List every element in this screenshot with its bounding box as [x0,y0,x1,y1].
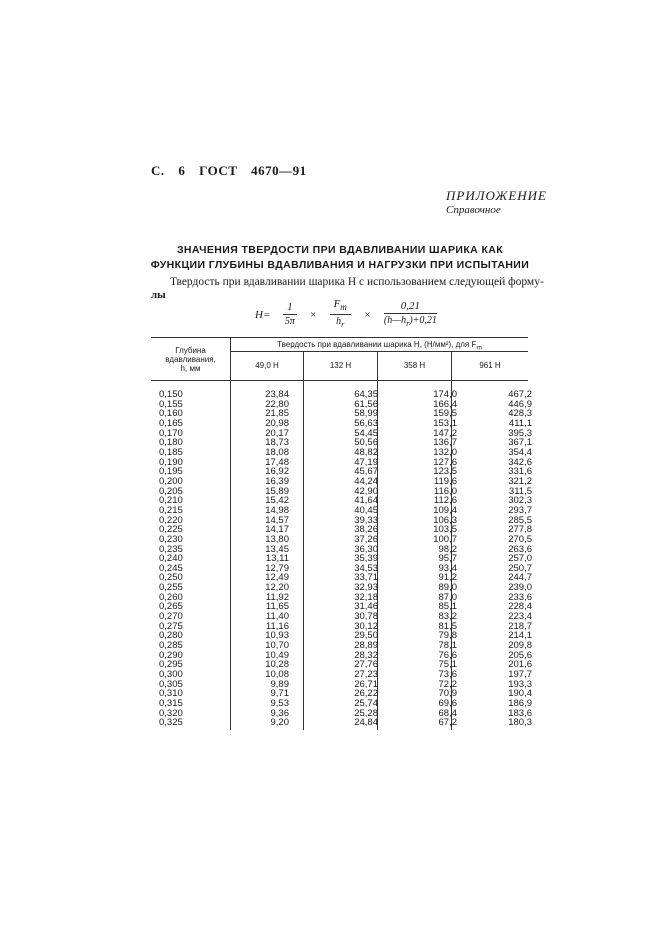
fraction-1 [283,300,297,329]
hardness-cell: 112,6 [433,495,457,507]
hardness-cell: 11,40 [265,611,289,623]
document-title [145,243,535,273]
table-row [151,496,532,506]
hardness-cell: 89,0 [438,582,457,594]
depth-cell: 0,160 [159,408,183,420]
depth-cell: 0,290 [159,649,183,661]
hardness-cell: 20,17 [265,427,289,439]
hardness-cell: 223,4 [508,611,532,623]
hardness-cell: 34,53 [354,562,378,574]
hardness-cell: 28,89 [354,640,378,652]
standard-label: ГОСТ [199,163,238,178]
table-row [151,593,532,603]
hardness-cell: 40,45 [354,504,378,516]
depth-cell: 0,205 [159,485,183,497]
hardness-cell: 25,28 [354,707,378,719]
table-row [151,487,532,497]
page-header [151,163,317,179]
depth-cell: 0,240 [159,553,183,565]
fraction-3 [384,299,437,331]
table-row [151,564,532,574]
hardness-cell: 28,32 [354,649,378,661]
fraction-3-num: 0,21 [384,299,437,314]
depth-cell: 0,245 [159,562,183,574]
row-header-line-3: h, мм [180,364,201,373]
table-row [151,429,532,439]
depth-cell: 0,220 [159,514,183,526]
hardness-cell: 446,9 [508,398,532,410]
hardness-cell: 103,5 [433,524,457,536]
table-row [151,477,532,487]
depth-cell: 0,265 [159,601,183,613]
table-row [151,602,532,612]
hardness-cell: 26,71 [354,678,378,690]
standard-number: 4670—91 [251,163,307,178]
hardness-cell: 27,76 [354,659,378,671]
depth-cell: 0,185 [159,446,183,458]
hardness-cell: 87,0 [438,591,457,603]
table-row [151,660,532,670]
hardness-cell: 11,16 [265,620,289,632]
column-header-rule [151,380,528,381]
hardness-cell: 132,0 [433,446,457,458]
hardness-cell: 214,1 [508,630,532,642]
page-number: 6 [178,163,186,178]
hardness-cell: 9,89 [270,678,289,690]
hardness-cell: 106,3 [433,514,457,526]
times-sign-1: × [309,308,317,321]
table-row [151,699,532,709]
hardness-cell: 18,73 [265,437,289,449]
hardness-cell: 228,4 [508,601,532,613]
depth-cell: 0,225 [159,524,183,536]
hardness-cell: 45,67 [354,466,378,478]
depth-cell: 0,270 [159,611,183,623]
hardness-cell: 20,98 [265,417,289,429]
depth-cell: 0,235 [159,543,183,555]
hardness-cell: 367,1 [508,437,532,449]
hardness-cell: 10,49 [265,649,289,661]
depth-cell: 0,280 [159,630,183,642]
appendix-label: ПРИЛОЖЕНИЕ [446,188,547,203]
hardness-cell: 24,84 [354,717,378,729]
hardness-table [151,390,532,728]
depth-cell: 0,315 [159,698,183,709]
hardness-cell: 13,45 [265,543,289,555]
page-label: С. [151,163,165,178]
hardness-cell: 411,1 [508,417,532,429]
hardness-cell: 354,4 [508,446,532,458]
hardness-cell: 39,33 [354,514,378,526]
fraction-3-den-tail: )+0,21 [409,314,437,326]
fraction-3-den [384,314,437,331]
depth-cell: 0,260 [159,591,183,603]
hardness-cell: 11,92 [265,591,289,603]
depth-cell: 0,310 [159,688,183,700]
hardness-cell: 61,56 [354,398,378,410]
hardness-cell: 15,89 [265,485,289,497]
table-row [151,631,532,641]
hardness-cell: 68,4 [438,707,457,719]
hardness-cell: 41,64 [354,495,378,507]
hardness-cell: 201,6 [508,659,532,671]
hardness-cell: 72,2 [438,678,457,690]
hardness-cell: 11,65 [265,601,289,613]
depth-cell: 0,165 [159,417,183,429]
fraction-2-num-sub: m [340,302,347,313]
hardness-cell: 35,39 [354,553,378,565]
hardness-cell: 467,2 [508,389,532,400]
depth-cell: 0,170 [159,427,183,439]
hardness-cell: 76,6 [438,649,457,661]
hardness-cell: 197,7 [508,669,532,681]
hardness-formula [249,297,441,329]
depth-cell: 0,200 [159,475,183,487]
hardness-cell: 22,80 [265,398,289,410]
title-line-2: ФУНКЦИИ ГЛУБИНЫ ВДАВЛИВАНИЯ И НАГРУЗКИ ПРИ ИСПЫТАНИИ [150,259,530,271]
hardness-cell: 13,80 [265,533,289,545]
depth-cell: 0,325 [159,717,183,729]
column-header-4: 961 Н [479,361,501,370]
hardness-cell: 186,9 [508,698,532,709]
group-header [231,340,528,352]
hardness-cell: 10,28 [265,659,289,671]
hardness-cell: 27,23 [354,669,378,681]
hardness-cell: 32,93 [354,582,378,594]
hardness-cell: 70,9 [438,688,457,700]
hardness-cell: 9,71 [270,688,289,700]
hardness-cell: 75,1 [438,659,457,671]
hardness-cell: 10,70 [265,640,289,652]
hardness-cell: 36,30 [354,543,378,555]
hardness-cell: 250,7 [508,562,532,574]
hardness-cell: 193,3 [508,678,532,690]
depth-cell: 0,300 [159,669,183,681]
formula-lhs: H= [255,308,271,321]
appendix-type: Справочное [446,204,501,216]
hardness-cell: 13,11 [265,553,289,565]
hardness-cell: 85,1 [438,601,457,613]
times-sign-2: × [363,308,372,321]
hardness-cell: 136,7 [433,437,457,449]
hardness-cell: 67,2 [438,717,457,729]
table-row [151,583,532,593]
fraction-3-den-sub: r [406,318,410,328]
hardness-cell: 233,6 [508,591,532,603]
hardness-cell: 23,84 [265,389,289,400]
depth-cell: 0,190 [159,456,183,468]
hardness-cell: 9,20 [270,717,289,729]
hardness-cell: 159,5 [433,408,457,420]
depth-cell: 0,180 [159,437,183,449]
hardness-cell: 239,0 [508,582,532,594]
hardness-cell: 15,42 [265,495,289,507]
hardness-cell: 14,57 [265,514,289,526]
hardness-cell: 95,7 [438,553,457,565]
hardness-cell: 311,5 [508,485,532,497]
table-row [151,718,532,728]
depth-cell: 0,285 [159,640,183,652]
hardness-cell: 64,35 [354,389,378,400]
table-top-rule [151,337,528,338]
fraction-1-num: 1 [283,300,297,315]
hardness-cell: 277,8 [508,524,532,536]
hardness-cell: 81,5 [438,620,457,632]
hardness-cell: 18,08 [265,446,289,458]
hardness-cell: 21,85 [265,408,289,420]
table-row [151,641,532,651]
hardness-cell: 293,7 [508,504,532,516]
hardness-cell: 30,12 [354,620,378,632]
hardness-cell: 9,36 [270,707,289,719]
hardness-cell: 9,53 [270,698,289,709]
title-line-1: ЗНАЧЕНИЯ ТВЕРДОСТИ ПРИ ВДАВЛИВАНИИ ШАРИКА КАК [176,244,504,256]
hardness-cell: 302,3 [508,495,532,507]
hardness-cell: 147,2 [433,427,457,439]
hardness-cell: 79,8 [438,630,457,642]
table-body [151,390,532,728]
table-row [151,438,532,448]
hardness-cell: 54,45 [354,427,378,439]
table-row [151,506,532,516]
hardness-cell: 98,2 [438,543,457,555]
fraction-2-den-sub: r [341,320,345,330]
column-header-3: 358 Н [403,361,426,370]
hardness-cell: 270,5 [508,533,532,545]
hardness-cell: 321,2 [508,475,532,487]
hardness-cell: 17,48 [265,456,289,468]
table-row [151,670,532,680]
depth-cell: 0,305 [159,678,183,690]
hardness-cell: 44,24 [354,475,378,487]
hardness-cell: 331,6 [508,466,532,478]
table-row [151,535,532,545]
hardness-cell: 153,1 [433,417,457,429]
hardness-cell: 29,50 [354,630,378,642]
table-row [151,689,532,699]
table-row [151,467,532,477]
hardness-cell: 48,82 [354,446,378,458]
hardness-cell: 12,20 [265,582,289,594]
hardness-cell: 37,26 [354,533,378,545]
table-row [151,622,532,632]
table-row [151,651,532,661]
depth-cell: 0,215 [159,504,183,516]
fraction-3-den-main: (h—h [383,314,407,326]
hardness-cell: 10,08 [265,669,289,681]
depth-cell: 0,250 [159,572,183,584]
depth-cell: 0,295 [159,659,183,671]
table-row [151,419,532,429]
hardness-cell: 25,74 [354,698,378,709]
hardness-cell: 285,5 [508,514,532,526]
depth-cell: 0,210 [159,495,183,507]
fraction-2-num [330,297,351,315]
hardness-cell: 109,4 [433,504,457,516]
hardness-cell: 166,4 [433,398,457,410]
group-header-sub: m [476,344,482,352]
depth-cell: 0,255 [159,582,183,594]
hardness-cell: 31,46 [354,601,378,613]
hardness-cell: 257,0 [508,553,532,565]
hardness-cell: 16,92 [265,466,289,478]
table-row [151,516,532,526]
hardness-cell: 16,39 [265,475,289,487]
intro-text-cont: лы [151,289,166,301]
hardness-cell: 69,6 [438,698,457,709]
fraction-2-den-main: h [336,316,342,328]
table-row [151,400,532,410]
hardness-cell: 73,6 [438,669,457,681]
column-header-1: 49,0 Н [255,361,279,370]
hardness-cell: 180,3 [508,717,532,729]
depth-cell: 0,230 [159,533,183,545]
hardness-cell: 263,6 [508,543,532,555]
table-row [151,545,532,555]
table-row [151,709,532,719]
fraction-2-den [330,315,351,332]
depth-cell: 0,150 [159,389,183,400]
hardness-cell: 428,3 [508,408,532,420]
table-row [151,409,532,419]
hardness-cell: 32,18 [354,591,378,603]
table-row [151,458,532,468]
hardness-cell: 244,7 [508,572,532,584]
hardness-cell: 26,22 [354,688,378,700]
table-row [151,680,532,690]
hardness-cell: 33,71 [354,572,378,584]
hardness-cell: 395,3 [508,427,532,439]
hardness-cell: 50,56 [354,437,378,449]
column-header-2: 132 Н [329,361,352,370]
hardness-cell: 127,6 [433,456,457,468]
table-row [151,573,532,583]
hardness-cell: 205,6 [508,649,532,661]
hardness-cell: 56,63 [354,417,378,429]
hardness-cell: 14,98 [265,504,289,516]
hardness-cell: 42,90 [354,485,378,497]
table-row [151,612,532,622]
depth-cell: 0,275 [159,620,183,632]
row-header-line-2: вдавливания, [165,355,216,364]
depth-cell: 0,195 [159,466,183,478]
hardness-cell: 14,17 [265,524,289,536]
fraction-1-den: 5π [284,316,295,328]
hardness-cell: 12,49 [265,572,289,584]
hardness-cell: 183,6 [508,707,532,719]
hardness-cell: 342,6 [508,456,532,468]
hardness-cell: 30,78 [354,611,378,623]
hardness-cell: 12,79 [265,562,289,574]
hardness-cell: 116,0 [433,485,457,497]
group-header-text: Твердость при вдавливании шарика H, (Н/мм²), для F [277,340,477,349]
table-row [151,554,532,564]
hardness-cell: 119,6 [433,475,457,487]
hardness-cell: 38,26 [354,524,378,536]
hardness-cell: 174,0 [433,389,457,400]
hardness-cell: 91,2 [438,572,457,584]
hardness-cell: 209,8 [508,640,532,652]
depth-cell: 0,155 [159,398,183,410]
hardness-cell: 83,2 [438,611,457,623]
table-row [151,525,532,535]
table-row [151,390,532,400]
hardness-cell: 93,4 [438,562,457,574]
depth-cell: 0,320 [159,707,183,719]
row-header-line-1: Глубина [175,346,206,355]
fraction-2-num-main: F [333,298,341,310]
row-header [151,346,230,373]
fraction-2 [330,297,351,332]
hardness-cell: 47,19 [354,456,378,468]
hardness-cell: 123,5 [433,466,457,478]
hardness-cell: 100,7 [433,533,457,545]
hardness-cell: 58,99 [354,408,378,420]
table-row [151,448,532,458]
hardness-cell: 10,93 [265,630,289,642]
intro-text: Твердость при вдавливании шарика H с использованием следующей формy- [170,276,544,288]
hardness-cell: 78,1 [438,640,457,652]
hardness-cell: 190,4 [508,688,532,700]
hardness-cell: 218,7 [508,620,532,632]
